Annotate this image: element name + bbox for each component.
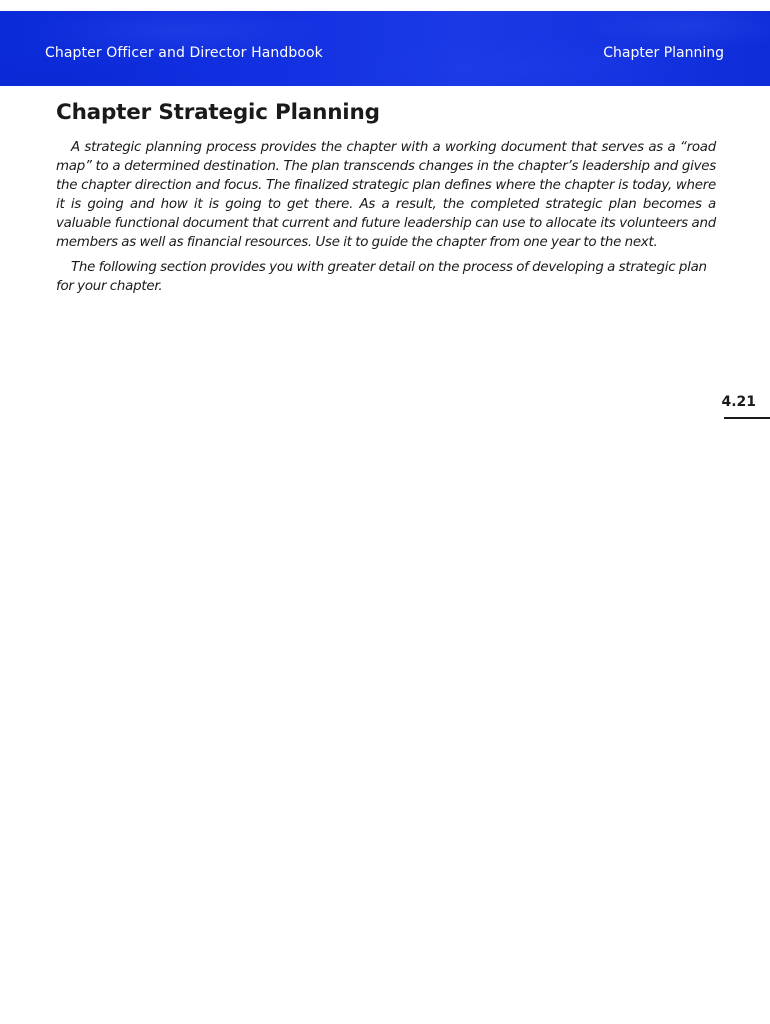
header-band (0, 11, 770, 86)
body-paragraph-1: A strategic planning process provides the chapter with a working document that serves as a “road map” to a determined destination. The plan transcends changes in the chapter’s leadership and gives the chapter direction and focus. The finalized strategic plan defines where the chapter is today, where it is going and how it is going to get there. As a result, the completed strategic plan becomes a valuable functional document that current and future leadership can use to allocate its volunteers and members as well as financial resources. Use it to guide the chapter from one year to the next. (56, 140, 716, 250)
body-paragraph-2: The following section provides you with greater detail on the process of developing a strategic plan for your chapter. (56, 260, 707, 294)
handbook-title: Chapter Officer and Director Handbook (45, 45, 323, 61)
page-number: 4.21 (721, 394, 756, 410)
page-number-rule (724, 417, 770, 419)
page-title: Chapter Strategic Planning (56, 100, 380, 125)
section-title: Chapter Planning (603, 45, 724, 61)
